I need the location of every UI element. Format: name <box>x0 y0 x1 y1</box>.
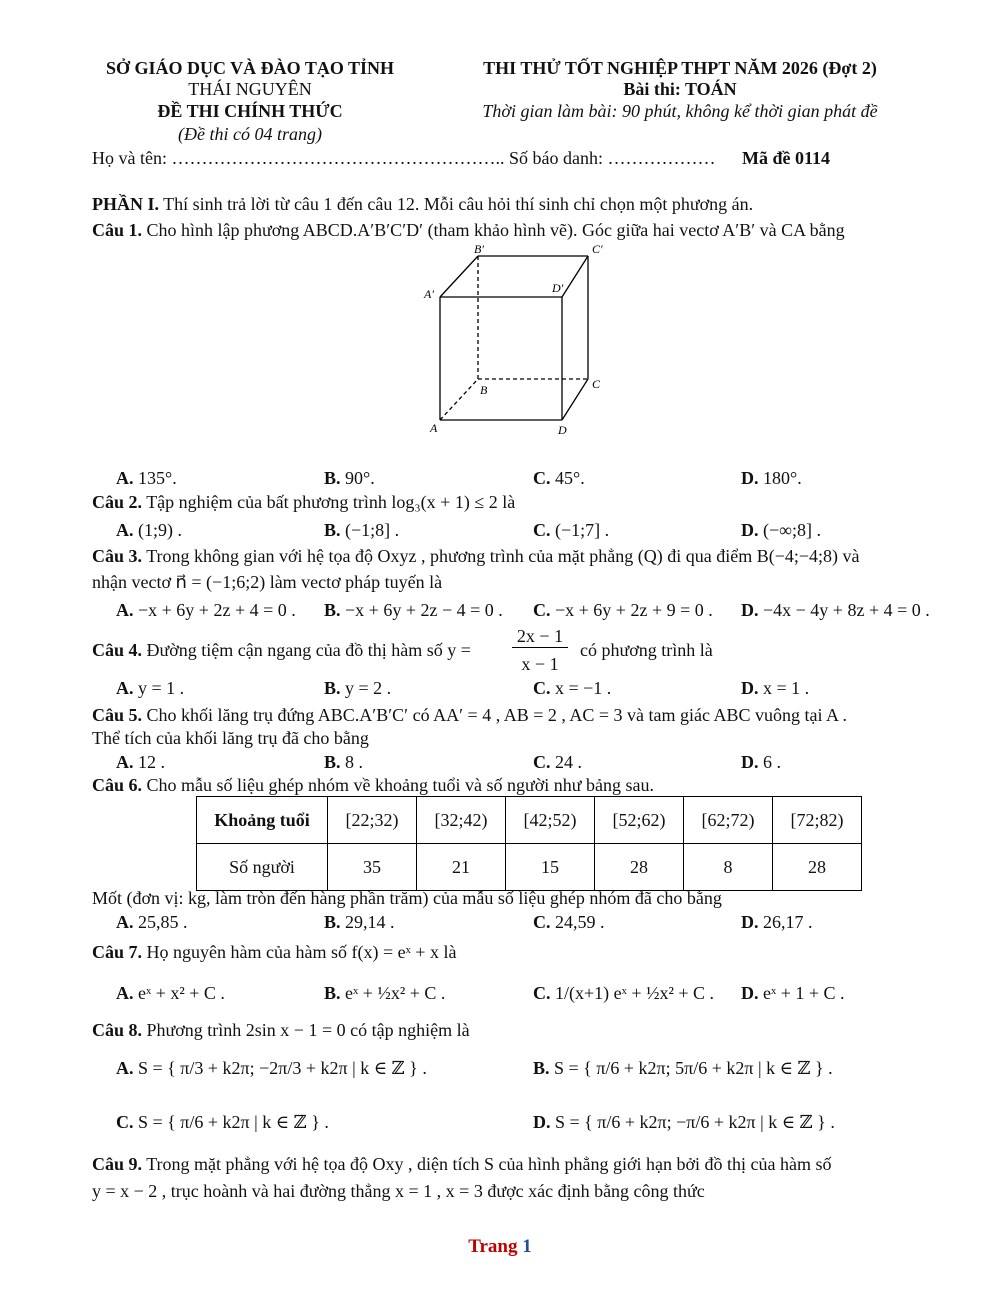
label-C-prime: C′ <box>592 242 603 256</box>
q3-option-c[interactable]: C. −x + 6y + 2z + 9 = 0 . <box>533 600 713 620</box>
table-cell: 28 <box>595 844 684 891</box>
table-header-cell: Số người <box>197 844 328 891</box>
q8-option-d[interactable]: D. S = { π/6 + k2π; −π/6 + k2π | k ∈ ℤ } . <box>533 1112 835 1132</box>
q3-option-a[interactable]: A. −x + 6y + 2z + 4 = 0 . <box>116 600 296 620</box>
q6-option-c[interactable]: C. 24,59 . <box>533 912 605 932</box>
page-count-note: (Đề thi có 04 trang) <box>178 124 322 144</box>
candidate-info-line: Họ và tên: ……………………………………………….. Số báo danh: ……………… <box>92 148 716 168</box>
label-C: C <box>592 377 601 391</box>
q3-option-b[interactable]: B. −x + 6y + 2z − 4 = 0 . <box>324 600 503 620</box>
footer-word: Trang <box>468 1236 518 1257</box>
department-name: SỞ GIÁO DỤC VÀ ĐÀO TẠO TỈNH <box>105 58 395 78</box>
data-table <box>196 796 862 891</box>
question-9-cont: y = x − 2 , trục hoành và hai đường thẳng x = 1 , x = 3 được xác định bằng công thức <box>92 1181 705 1201</box>
question-6: Câu 6. Cho mẫu số liệu ghép nhóm về khoảng tuổi và số người như bảng sau. <box>92 775 654 795</box>
q5-option-c[interactable]: C. 24 . <box>533 752 582 772</box>
page-footer <box>0 1236 1000 1258</box>
q4-option-b[interactable]: B. y = 2 . <box>324 678 392 698</box>
label-A: A <box>430 421 438 435</box>
subject-line: Bài thi: TOÁN <box>623 79 737 99</box>
q8-option-a[interactable]: A. S = { π/3 + k2π; −2π/3 + k2π | k ∈ ℤ } . <box>116 1058 427 1078</box>
question-3-cont: nhận vectơ n⃗ = (−1;6;2) làm vectơ pháp tuyến là <box>92 572 443 592</box>
table-header-cell: Khoảng tuổi <box>197 797 328 844</box>
question-2: Câu 2. Tập nghiệm của bất phương trình log₃(x + 1) ≤ 2 là <box>92 492 516 512</box>
question-6-cont: Mốt (đơn vị: kg, làm tròn đến hàng phần trăm) của mẫu số liệu ghép nhóm đã cho bằng <box>92 888 722 908</box>
label-D: D <box>558 423 567 437</box>
exam-code: Mã đề 0114 <box>742 148 830 168</box>
q1-option-c[interactable]: C. 45°. <box>533 468 585 488</box>
question-4-tail: có phương trình là <box>580 640 713 660</box>
q8-option-b[interactable]: B. S = { π/6 + k2π; 5π/6 + k2π | k ∈ ℤ } . <box>533 1058 833 1078</box>
label-A-prime: A′ <box>424 287 434 301</box>
question-9: Câu 9. Trong mặt phẳng với hệ tọa độ Oxy , diện tích S của hình phẳng giới hạn bởi đồ thị của hàm số <box>92 1154 832 1174</box>
province-name: THÁI NGUYÊN <box>188 79 312 99</box>
question-1: Câu 1. Cho hình lập phương ABCD.A′B′C′D′ (tham khảo hình vẽ). Góc giữa hai vectơ A′B′ và CA bằng <box>92 220 845 240</box>
question-4: Câu 4. Đường tiệm cận ngang của đồ thị hàm số y = <box>92 640 471 660</box>
q8-option-c[interactable]: C. S = { π/6 + k2π | k ∈ ℤ } . <box>116 1112 329 1132</box>
q4-option-c[interactable]: C. x = −1 . <box>533 678 612 698</box>
q4-fraction-numerator: 2x − 1 <box>512 626 568 648</box>
q4-option-a[interactable]: A. y = 1 . <box>116 678 185 698</box>
q6-option-b[interactable]: B. 29,14 . <box>324 912 395 932</box>
question-8: Câu 8. Phương trình 2sin x − 1 = 0 có tập nghiệm là <box>92 1020 470 1040</box>
cube-figure <box>420 242 620 438</box>
q2-option-b[interactable]: B. (−1;8] . <box>324 520 400 540</box>
question-7: Câu 7. Họ nguyên hàm của hàm số f(x) = eˣ + x là <box>92 942 457 962</box>
q2-option-d[interactable]: D. (−∞;8] . <box>741 520 821 540</box>
label-B-prime: B′ <box>474 242 484 256</box>
question-5: Câu 5. Cho khối lăng trụ đứng ABC.A′B′C′ có AA′ = 4 , AB = 2 , AC = 3 và tam giác ABC vuông tại A . <box>92 705 847 725</box>
official-label: ĐỀ THI CHÍNH THỨC <box>157 101 343 121</box>
table-row <box>197 797 862 844</box>
table-cell: [42;52) <box>506 797 595 844</box>
table-cell: 35 <box>328 844 417 891</box>
q2-option-c[interactable]: C. (−1;7] . <box>533 520 610 540</box>
q5-option-a[interactable]: A. 12 . <box>116 752 165 772</box>
table-cell: 8 <box>684 844 773 891</box>
table-cell: [22;32) <box>328 797 417 844</box>
q4-option-d[interactable]: D. x = 1 . <box>741 678 810 698</box>
q7-option-b[interactable]: B. eˣ + ½x² + C . <box>324 983 446 1003</box>
q1-option-d[interactable]: D. 180°. <box>741 468 802 488</box>
q2-option-a[interactable]: A. (1;9) . <box>116 520 182 540</box>
q3-option-d[interactable]: D. −4x − 4y + 8z + 4 = 0 . <box>741 600 930 620</box>
table-cell: 21 <box>417 844 506 891</box>
table-cell: [52;62) <box>595 797 684 844</box>
table-row <box>197 844 862 891</box>
table-cell: 28 <box>773 844 862 891</box>
q5-option-b[interactable]: B. 8 . <box>324 752 364 772</box>
label-D-prime: D′ <box>552 281 564 295</box>
table-cell: [72;82) <box>773 797 862 844</box>
question-5-cont: Thể tích của khối lăng trụ đã cho bằng <box>92 728 369 748</box>
part1-instructions: PHẦN I. Thí sinh trả lời từ câu 1 đến câu 12. Mỗi câu hỏi thí sinh chỉ chọn một phương án. <box>92 194 754 214</box>
q1-option-a[interactable]: A. 135°. <box>116 468 177 488</box>
q5-option-d[interactable]: D. 6 . <box>741 752 781 772</box>
q4-fraction-denominator: x − 1 <box>521 654 559 674</box>
question-3: Câu 3. Trong không gian với hệ tọa độ Oxyz , phương trình của mặt phẳng (Q) đi qua điểm B(−4;−4;8) và <box>92 546 860 566</box>
q6-option-a[interactable]: A. 25,85 . <box>116 912 188 932</box>
table-cell: [32;42) <box>417 797 506 844</box>
q7-option-a[interactable]: A. eˣ + x² + C . <box>116 983 225 1003</box>
q7-option-c[interactable]: C. 1/(x+1) eˣ + ½x² + C . <box>533 983 715 1003</box>
q6-option-d[interactable]: D. 26,17 . <box>741 912 813 932</box>
footer-page-number: 1 <box>522 1236 532 1257</box>
table-cell: [62;72) <box>684 797 773 844</box>
time-line: Thời gian làm bài: 90 phút, không kể thời gian phát đề <box>482 101 878 121</box>
label-B: B <box>480 383 488 397</box>
q7-option-d[interactable]: D. eˣ + 1 + C . <box>741 983 845 1003</box>
exam-title: THI THỬ TỐT NGHIỆP THPT NĂM 2026 (Đợt 2) <box>483 58 877 78</box>
q1-option-b[interactable]: B. 90°. <box>324 468 375 488</box>
table-cell: 15 <box>506 844 595 891</box>
